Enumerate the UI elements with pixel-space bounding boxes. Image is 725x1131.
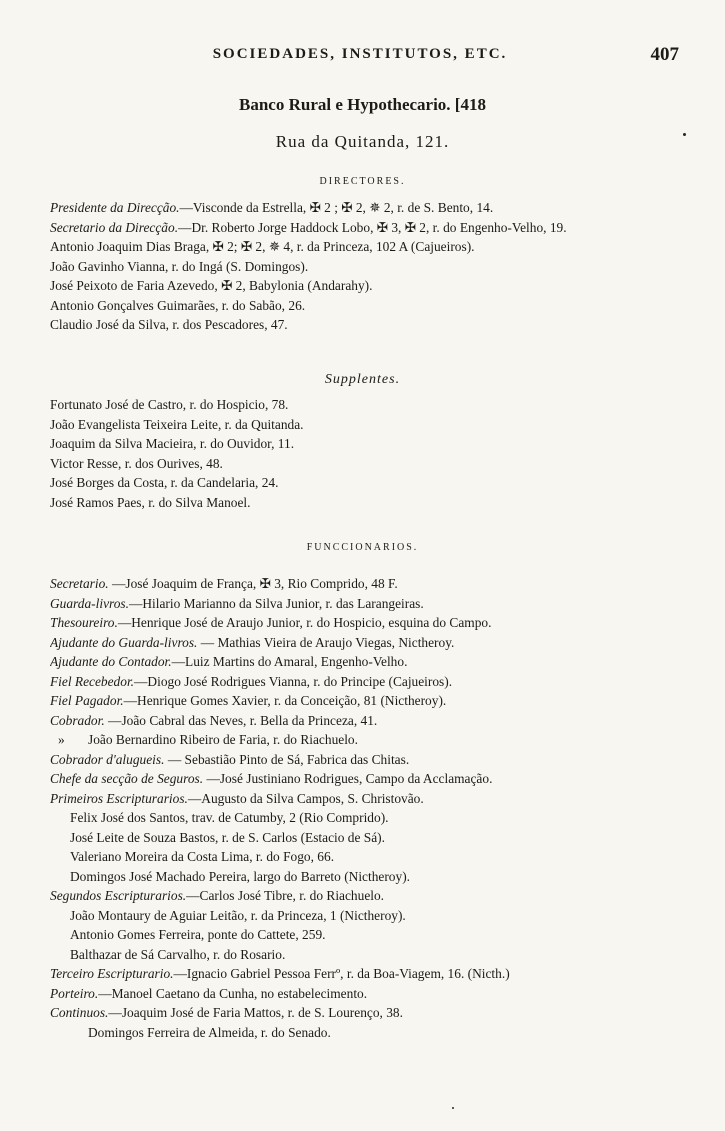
- list-item: Secretario. —José Joaquim de França, ✠ 3, Rio Comprido, 48 F.: [50, 576, 398, 591]
- list-item: Secretario da Direcção.—Dr. Roberto Jorge Haddock Lobo, ✠ 3, ✠ 2, r. do Engenho-Velho, 19.: [50, 219, 567, 235]
- list-item: Balthazar de Sá Carvalho, r. do Rosario.: [70, 946, 286, 962]
- list-item: Cobrador. —João Cabral das Neves, r. Bella da Princeza, 41.: [50, 712, 378, 728]
- ink-speck: [683, 133, 686, 136]
- institution-title: Banco Rural e Hypothecario. [418: [239, 95, 486, 114]
- list-item: José Ramos Paes, r. do Silva Manoel.: [50, 494, 251, 510]
- ditto-marker: »: [58, 732, 65, 747]
- list-item: Continuos.—Joaquim José de Faria Mattos, r. de S. Lourenço, 38.: [50, 1005, 403, 1020]
- list-item: João Gavinho Vianna, r. do Ingá (S. Domingos).: [50, 258, 309, 274]
- list-item: Antonio Gonçalves Guimarães, r. do Sabão, 26.: [50, 297, 306, 313]
- list-item: Porteiro.—Manoel Caetano da Cunha, no estabelecimento.: [50, 985, 368, 1001]
- list-item: José Borges da Costa, r. da Candelaria, 24.: [50, 475, 279, 490]
- officials-heading: FUNCCIONARIOS.: [306, 542, 419, 553]
- list-item: José Peixoto de Faria Azevedo, ✠ 2, Babylonia (Andarahy).: [50, 278, 373, 293]
- list-item: Ajudante do Contador.—Luiz Martins do Amaral, Engenho-Velho.: [50, 654, 408, 669]
- list-item: Presidente da Direcção.—Visconde da Estrella, ✠ 2 ; ✠ 2, ✵ 2, r. de S. Bento, 14.: [50, 200, 494, 215]
- list-item: Domingos Ferreira de Almeida, r. do Senado.: [88, 1024, 331, 1040]
- list-item: Domingos José Machado Pereira, largo do Barreto (Nictheroy).: [70, 868, 411, 884]
- directors-list: [50, 198, 680, 335]
- list-item: Segundos Escripturarios.—Carlos José Tibre, r. do Riachuelo.: [50, 888, 385, 903]
- list-item: Joaquim da Silva Macieira, r. do Ouvidor, 11.: [50, 436, 295, 451]
- list-item: Cobrador d'alugueis. — Sebastião Pinto de Sá, Fabrica das Chitas.: [50, 751, 410, 767]
- list-item: Claudio José da Silva, r. dos Pescadores, 47.: [50, 317, 288, 332]
- institution-address: Rua da Quitanda, 121.: [275, 132, 450, 151]
- list-item: José Leite de Souza Bastos, r. de S. Carlos (Estacio de Sá).: [70, 829, 385, 845]
- list-item: Felix José dos Santos, trav. de Catumby, 2 (Rio Comprido).: [70, 810, 389, 825]
- directors-heading: DIRECTORES.: [319, 176, 406, 187]
- ink-speck: [452, 1107, 454, 1109]
- officials-list: [50, 574, 680, 1042]
- substitutes-list: [50, 395, 680, 512]
- list-item: Antonio Gomes Ferreira, ponte do Cattete, 259.: [70, 927, 326, 942]
- list-item: Fortunato José de Castro, r. do Hospicio, 78.: [50, 397, 289, 412]
- list-item: Antonio Joaquim Dias Braga, ✠ 2; ✠ 2, ✵ 4, r. da Princeza, 102 A (Cajueiros).: [50, 239, 475, 254]
- list-item: Thesoureiro.—Henrique José de Araujo Junior, r. do Hospicio, esquina do Campo.: [50, 615, 492, 630]
- list-item: Ajudante do Guarda-livros. — Mathias Vieira de Araujo Viegas, Nictheroy.: [50, 634, 455, 650]
- list-item: Chefe da secção de Seguros. —José Justiniano Rodrigues, Campo da Acclamação.: [50, 771, 493, 786]
- list-item: João Evangelista Teixeira Leite, r. da Quitanda.: [50, 416, 304, 432]
- list-item: Fiel Pagador.—Henrique Gomes Xavier, r. da Conceição, 81 (Nictheroy).: [50, 693, 447, 708]
- running-head: SOCIEDADES, INSTITUTOS, ETC.: [212, 46, 508, 62]
- list-item: João Montaury de Aguiar Leitão, r. da Princeza, 1 (Nictheroy).: [70, 907, 406, 923]
- list-item: Terceiro Escripturario.—Ignacio Gabriel Pessoa Ferrº, r. da Boa-Viagem, 16. (Nicth.): [50, 966, 510, 981]
- page-number: 407: [650, 44, 679, 65]
- list-item: » João Bernardino Ribeiro de Faria, r. do Riachuelo.: [50, 730, 680, 750]
- list-item: Victor Resse, r. dos Ourives, 48.: [50, 455, 223, 471]
- list-item: Primeiros Escripturarios.—Augusto da Silva Campos, S. Christovão.: [50, 790, 424, 806]
- substitutes-heading: Supplentes.: [324, 372, 401, 387]
- list-item: Valeriano Moreira da Costa Lima, r. do Fogo, 66.: [70, 849, 335, 864]
- list-item: Guarda-livros.—Hilario Marianno da Silva Junior, r. das Larangeiras.: [50, 595, 424, 611]
- list-item: Fiel Recebedor.—Diogo José Rodrigues Vianna, r. do Principe (Cajueiros).: [50, 673, 453, 689]
